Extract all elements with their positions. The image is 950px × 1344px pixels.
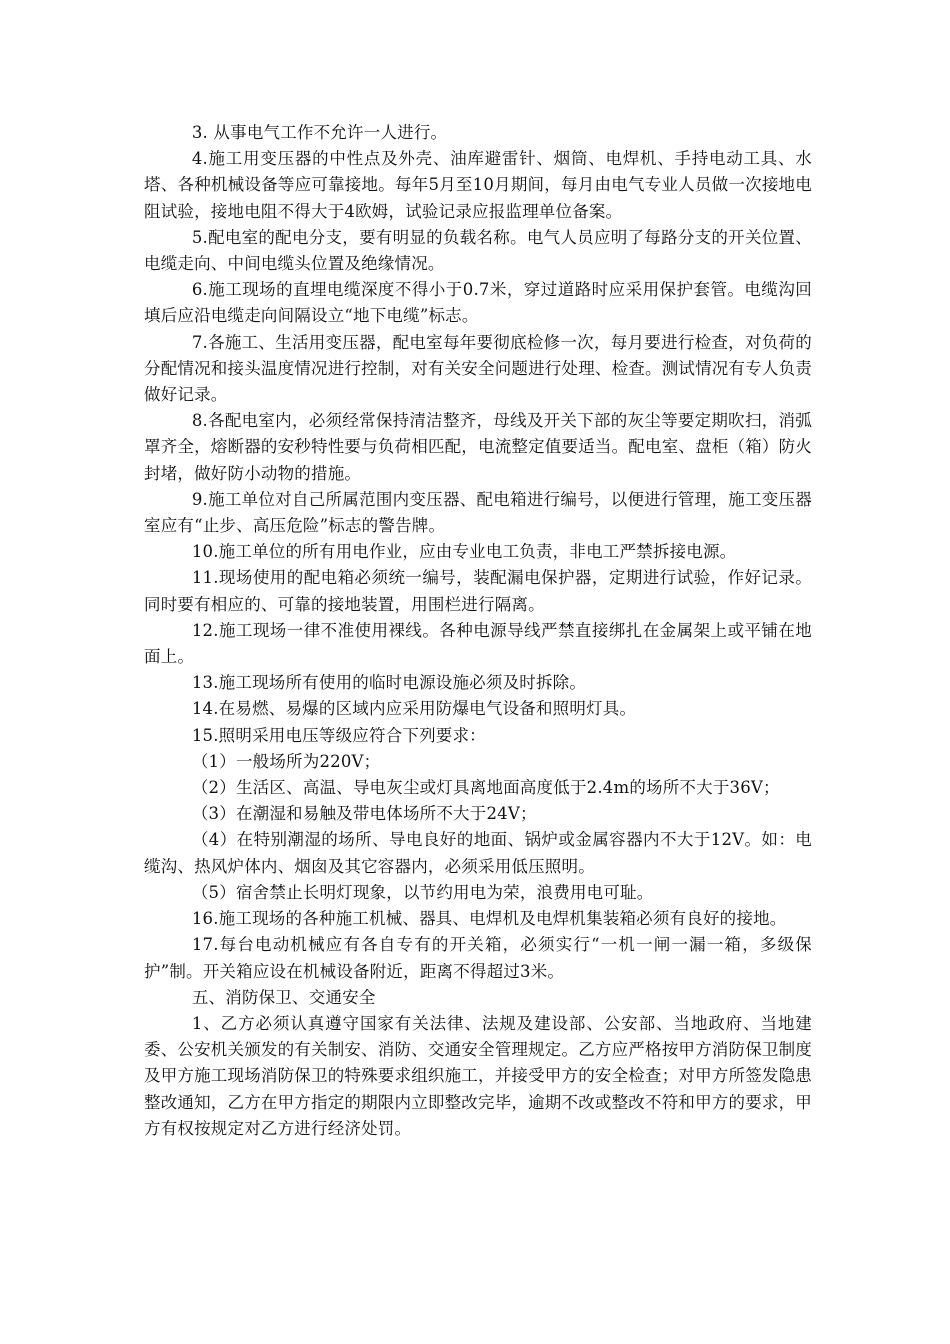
paragraph-item-10: 10.施工单位的所有用电作业，应由专业电工负责，非电工严禁拆接电源。 bbox=[191, 542, 737, 562]
paragraph-item-6: 6.施工现场的直埋电缆深度不得小于0.7米，穿过道路时应采用保护套管。电缆沟回填后应沿电缆走向间隔设立“地下电缆”标志。 bbox=[144, 280, 812, 326]
paragraph-item-5: 5.配电室的配电分支，要有明显的负载名称。电气人员应明了每路分支的开关位置、电缆走向、中间电缆头位置及绝缘情况。 bbox=[144, 227, 812, 274]
paragraph-item-13: 13.施工现场所有使用的临时电源设施必须及时拆除。 bbox=[191, 673, 587, 693]
section-paragraph-1: 1、乙方必须认真遵守国家有关法律、法规及建设部、公安部、当地政府、当地建委、公安机关颁发的有关制安、消防、交通安全管理规定。乙方应严格按甲方消防保卫制度及甲方施工现场消防保卫的特殊要求组织施工，并接受甲方的安全检查；对甲方所签发隐患整改通知，乙方在甲方指定的期限内立即整改完毕，逾期不改或整改不符和甲方的要求，甲方有权按规定对乙方进行经济处罚。 bbox=[144, 1013, 812, 1138]
paragraph-item-14: 14.在易燃、易爆的区域内应采用防爆电气设备和照明灯具。 bbox=[191, 699, 637, 719]
paragraph-item-8: 8.各配电室内，必须经常保持清洁整齐，母线及开关下部的灰尘等要定期吹扫，消弧罩齐全，熔断器的安秒特性要与负荷相匹配，电流整定值要适当。配电室、盘柜（箱）防火封堵，做好防小动物的措施。 bbox=[144, 411, 812, 483]
voltage-rule-5: （5）宿舍禁止长明灯现象，以节约用电为荣，浪费用电可耻。 bbox=[191, 882, 654, 902]
voltage-rule-3: （3）在潮湿和易触及带电体场所不大于24V； bbox=[191, 804, 537, 824]
voltage-rule-4: （4）在特别潮湿的场所、导电良好的地面、锅炉或金属容器内不大于12V。如：电缆沟、热风炉体内、烟囱及其它容器内，必须采用低压照明。 bbox=[144, 830, 812, 876]
voltage-rule-1: （1）一般场所为220V； bbox=[191, 751, 381, 771]
document-page bbox=[144, 120, 812, 1142]
paragraph-item-9: 9.施工单位对自己所属范围内变压器、配电箱进行编号，以便进行管理，施工变压器室应有“止步、高压危险”标志的警告牌。 bbox=[144, 489, 812, 536]
paragraph-item-16: 16.施工现场的各种施工机械、器具、电焊机及电焊机集装箱必须有良好的接地。 bbox=[191, 909, 787, 929]
section-heading: 五、消防保卫、交通安全 bbox=[191, 987, 376, 1007]
voltage-rule-2: （2）生活区、高温、导电灰尘或灯具离地面高度低于2.4m的场所不大于36V； bbox=[191, 778, 780, 798]
paragraph-item-3: 3. 从事电气工作不允许一人进行。 bbox=[191, 123, 448, 142]
paragraph-item-15: 15.照明采用电压等级应符合下列要求： bbox=[191, 725, 486, 745]
paragraph-item-11: 11.现场使用的配电箱必须统一编号，装配漏电保护器，定期进行试验，作好记录。同时要有相应的、可靠的接地装置，用围栏进行隔离。 bbox=[144, 568, 812, 614]
paragraph-item-17: 17.每台电动机械应有各自专有的开关箱，必须实行“一机一闸一漏一箱，多级保护”制。开关箱应设在机械设备附近，距离不得超过3米。 bbox=[144, 935, 812, 981]
paragraph-item-4: 4.施工用变压器的中性点及外壳、油库避雷针、烟筒、电焊机、手持电动工具、水塔、各种机械设备等应可靠接地。每年5月至10月期间，每月由电气专业人员做一次接地电阻试验，接地电阻不得大于4欧姆，试验记录应报监理单位备案。 bbox=[144, 149, 812, 221]
paragraph-item-12: 12.施工现场一律不准使用裸线。各种电源导线严禁直接绑扎在金属架上或平铺在地面上。 bbox=[144, 620, 812, 667]
paragraph-item-7: 7.各施工、生活用变压器，配电室每年要彻底检修一次，每月要进行检查，对负荷的分配情况和接头温度情况进行控制，对有关安全问题进行处理、检查。测试情况有专人负责做好记录。 bbox=[144, 332, 812, 405]
